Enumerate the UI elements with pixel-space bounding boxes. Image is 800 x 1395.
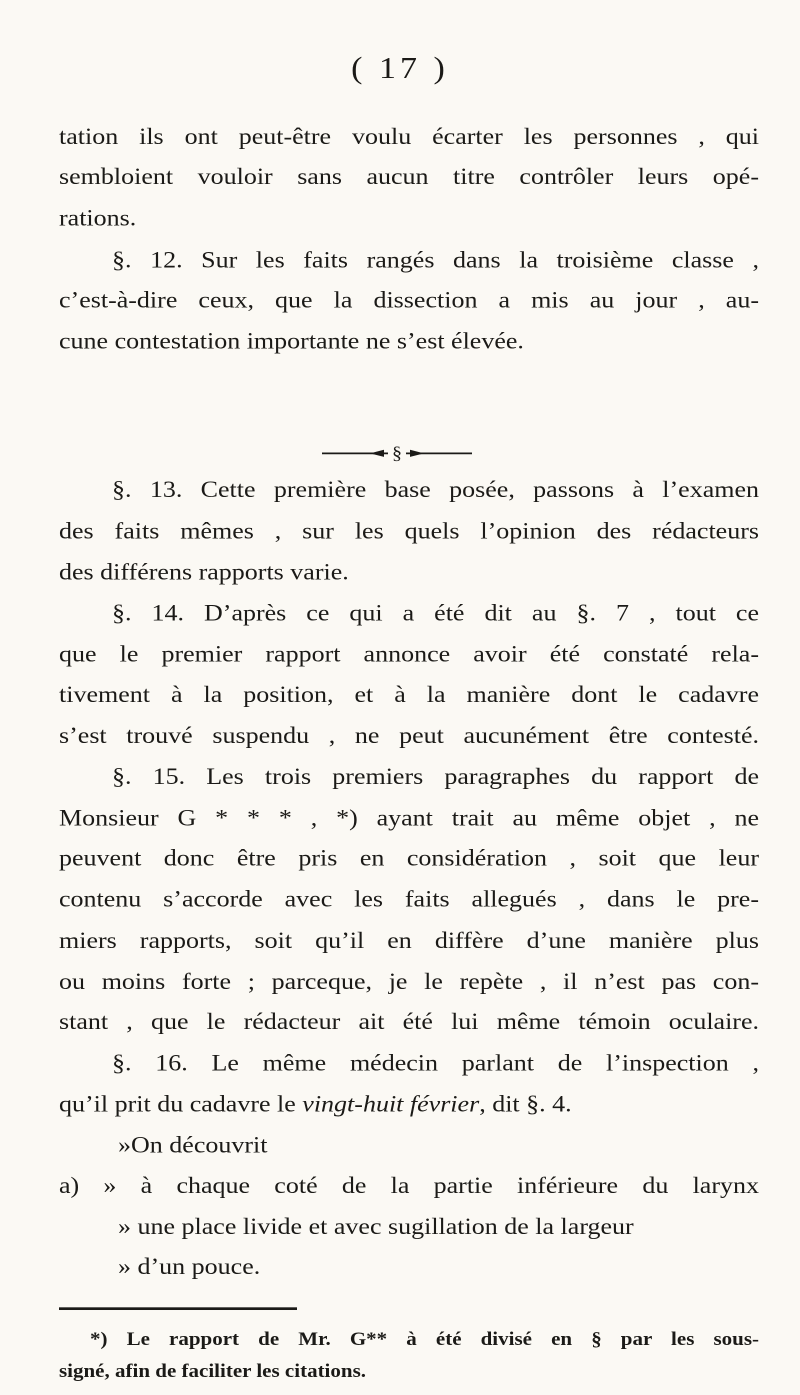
footnote-rule <box>59 1307 297 1310</box>
text-line-22-end: , dit §. 4. <box>479 1090 572 1117</box>
text-line-15: Monsieur G * * * , *) ayant trait au même objet , ne <box>59 804 759 831</box>
svg-text:§: § <box>392 443 402 464</box>
quote-line-c: » d’un pouce. <box>118 1253 261 1280</box>
text-line-13: s’est trouvé suspendu , ne peut aucunément être contesté. <box>59 722 759 749</box>
text-line-14: §. 15. Les trois premiers paragraphes du rapport de <box>112 763 759 790</box>
text-line-4: §. 12. Sur les faits rangés dans la troisième classe , <box>112 246 759 273</box>
text-line-7: §. 13. Cette première base posée, passons à l’examen <box>112 476 759 503</box>
page-number: ( 17 ) <box>351 51 449 85</box>
text-line-8: des faits mêmes , sur les quels l’opinion des rédacteurs <box>59 517 759 544</box>
text-line-17: contenu s’accorde avec les faits allegués , dans le pre- <box>59 886 759 913</box>
text-line-21: §. 16. Le même médecin parlant de l’inspection , <box>112 1049 759 1076</box>
text-line-11: que le premier rapport annonce avoir été constaté rela- <box>59 641 759 668</box>
text-line-10: §. 14. D’après ce qui a été dit au §. 7 , tout ce <box>112 600 759 626</box>
text-line-6: cune contestation importante ne s’est élevée. <box>59 328 524 355</box>
quote-intro: »On découvrit <box>118 1132 268 1158</box>
text-line-22 <box>59 1088 759 1120</box>
text-line-16: peuvent donc être pris en considération , soit que leur <box>59 845 759 871</box>
text-line-18: miers rapports, soit qu’il en diffère d’une manière plus <box>59 927 759 954</box>
text-line-22-start: qu’il prit du cadavre le <box>59 1090 296 1117</box>
text-line-3: rations. <box>59 204 137 231</box>
footnote-line-1: *) Le rapport de Mr. G** à été divisé en § par les sous- <box>90 1327 759 1350</box>
footnote-line-2: signé, afin de faciliter les citations. <box>59 1360 366 1382</box>
section-ornament-icon <box>322 444 472 464</box>
date-italic: vingt-huit février <box>302 1090 480 1117</box>
text-line-2: sembloient vouloir sans aucun titre contrôler leurs opé- <box>59 163 759 190</box>
quote-line-b: » une place livide et avec sugillation de la largeur <box>118 1213 634 1240</box>
text-line-20: stant , que le rédacteur ait été lui même témoin oculaire. <box>59 1008 759 1035</box>
text-line-5: c’est-à-dire ceux, que la dissection a mis au jour , au- <box>59 287 759 313</box>
text-line-1: tation ils ont peut-être voulu écarter les personnes , qui <box>59 123 759 150</box>
text-line-12: tivement à la position, et à la manière dont le cadavre <box>59 681 759 708</box>
text-line-9: des différens rapports varie. <box>59 558 349 585</box>
text-line-19: ou moins forte ; parceque, je le repète , il n’est pas con- <box>59 968 759 995</box>
quote-line-a: a) » à chaque coté de la partie inférieure du larynx <box>59 1172 759 1199</box>
